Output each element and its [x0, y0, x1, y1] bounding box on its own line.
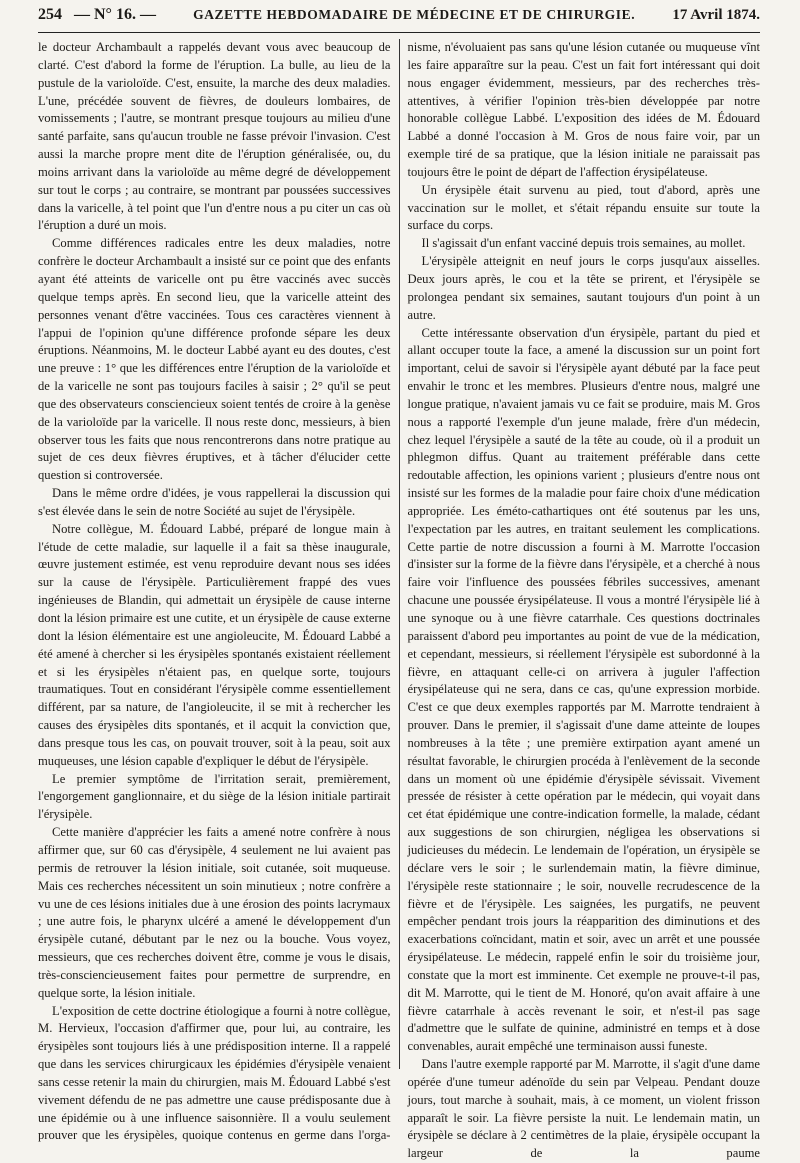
- journal-title: GAZETTE HEBDOMADAIRE DE MÉDECINE ET DE CHIRURGIE.: [193, 7, 636, 22]
- paragraph: Cette intéressante observation d'un érysipèle, partant du pied et allant occuper toute la face, a amené la discussion sur un point fort important, celui de savoir si l'érysipèle ayant débuté par la face peut envahir le tronc et les membres. Plusieurs d'entre nous, malgré une longue pratique, n'avaient jamais vu ce fait se produire, mais M. Gros nous a rapporté l'exemple d'un jeune malade, frère d'un médecin, chez lequel l'érysipèle a sauté de la tête au coude, où il a produit un phlegmon diffus. Quant au traitement préférable dans cette redoutable affection, les opinions varient ; plusieurs d'entre nous ont insisté sur les formes de la maladie pour faire choix d'une médication appropriée. Les éméto-cathartiques ont été soutenus par les uns, l'expectation par les autres, en traitant seulement les complications. Cette partie de notre discussion a fourni à M. Marrotte l'occasion d'insister sur la forme de la fièvre dans l'érysipèle, et a cherché à nous faire voir l'influence des poussées fébriles successives, amenant chacune une poussée érysipélateuse. Il vous a montré l'érysipèle lié à une synoque ou à une fièvre catarrhale. Ces questions doctrinales paraissent d'abord peu importantes au point de vue de la médication, et cependant, messieurs, si réellement l'érysipèle est subordonné à la fièvre, en attaquant celle-ci on arrivera à juguler l'affection érysipélateuse qui ne sera, dans ce cas, qu'une expression morbide. C'est ce que deux exemples rapportés par M. Marrotte tendraient à prouver. Dans le premier, il s'agissait d'une dame atteinte de loupes nombreuses à la tête ; une première extirpation ayant amené un résultat favorable, le chirurgien procéda à l'enlèvement de la seconde dans un moment où une épidémie d'érysipèle sévissait. Vivement pressée de résister à cette opération par le médecin, qui voyait dans cet état épidémique une contre-indication formelle, la malade, cédant aux suggestions de son chirurgien, négligea les observations si judicieuses du médecin. Le lendemain de l'opération, un érysipèle se déclare vers le soir ; le surlendemain matin, la fièvre diminue, l'érysipèle reste stationnaire ; le soir, nouvelle recrudescence de la fièvre et de l'érysipèle. Les saignées, les purgatifs, ne peuvent empêcher pendant trois jours la réapparition des diminutions et des exacerbations coïncidant, matin et soir, avec un arrêt et une poussée érysipélateuse. Le médecin, rappelé enfin le soir du troisième jour, constate que la mort est imminente. Cet exemple ne prouve-t-il pas, dit M. Marrotte, qui le tient de M. Honoré, qu'on avait affaire à une fièvre catarrhale à accès revenant le soir, et n'est-il pas sage d'admettre que le sulfate de quinine, administré en temps et à dose convenables, aurait empêché une terminaison aussi funeste.: [407, 325, 760, 1054]
- paragraph: Dans le même ordre d'idées, je vous rappellerai la discussion qui s'est élevée dans le sein de notre Société au sujet de l'érysipèle.: [38, 486, 391, 518]
- paragraph: Notre collègue, M. Édouard Labbé, préparé de longue main à l'étude de cette maladie, sur laquelle il a fait sa thèse inaugurale, œuvre justement estimée, est venu reproduire devant nous ses idées sur la cause de l'érysipèle. Particulièrement frappé des vues ingénieuses de Blandin, qui admettait un érysipèle de cause interne dont la lésion primaire est une cutite, et un érysipèle de cause externe dont la lésion élémentaire est une angioleucite, M. Édouard Labbé a été amené à chercher si les érysipèles spontanés existaient réellement et si les érysipèles n'étaient pas, en quelque sorte, toujours traumatiques. Tout en considérant l'érysipèle comme essentiellement différent, par sa nature, de l'angioleucite, il se mit à rechercher les causes des érysipèles dits spontanés, et il acquit la conviction que, dans presque tous les cas, on pouvait trouver, soit à la peau, soit aux muqueuses, une lésion capable d'expliquer le début de l'érysipèle.: [38, 521, 391, 768]
- paragraph: le docteur Archambault a rappelés devant vous avec beaucoup de clarté. C'est d'abord la forme de l'éruption. La bulle, au lieu de la pustule de la varioloïde. C'est, ensuite, la marche des deux maladies. L'une, précédée souvent de fièvres, de douleurs lombaires, de vomissements ; l'autre, se montrant presque toujours au milieu d'une santé parfaite, sans qu'aucun trouble ne fasse prévoir l'invasion. C'est aussi la marche propre ment dite de l'éruption généralisée, ou, du moins arrivant dans la varioloïde au même degré de développement sur tout le corps ; au contraire, se montrant par poussées successives dans la varicelle, à tel point que l'un d'entre nous a pu citer un cas où l'éruption a duré un mois.: [38, 40, 391, 233]
- paragraph: L'érysipèle atteignit en neuf jours le corps jusqu'aux aisselles. Deux jours après, le cou et la tête se prirent, et l'érysipèle se prolongea pendant six semaines, sautant toujours d'un point à un autre.: [407, 254, 760, 322]
- paragraph: Un érysipèle était survenu au pied, tout d'abord, après une vaccination sur le mollet, et s'était répandu ensuite sur toute la surface du corps.: [407, 182, 760, 233]
- page-number: 254: [38, 6, 62, 23]
- right-column: [407, 39, 761, 1161]
- header-left: [38, 6, 156, 24]
- paragraph: L'exposition de cette doctrine étiologique a fourni à notre collègue, M. Hervieux, l'occasion d'affirmer que, pour lui, au contraire, les érysipèles sont toujours liés à une prédisposition interne. Il a rappelé que dans les services chirurgicaux les épidémies d'érysipèle venaient sans cesse retenir la main du chirurgien, mais M. Édouard Labbé s'est vivement défendu de ne pas admettre une cause prédisposante due à une épidémie ou à une influence saisonnière. Il a voulu seulement prouver que les érysipèles, quoique contenus en germe dans l'orga-: [38, 1003, 391, 1143]
- paragraph: Il s'agissait d'un enfant vacciné depuis trois semaines, au mollet.: [421, 236, 746, 251]
- paragraph: Le premier symptôme de l'irritation serait, premièrement, l'engorgement ganglionnaire, et du siège de la lésion initiale partirait l'érysipèle.: [38, 771, 391, 822]
- paragraph: Cette manière d'apprécier les faits a amené notre confrère à nous affirmer que, sur 60 cas d'érysipèle, 4 seulement ne lui avaient pas permis de retrouver la lésion initiale, soit cutanée, soit muqueuse. Mais ces recherches nécessitent un soin minutieux ; notre confrère a vu une de ces lésions initiales due à une érosion des points lacrymaux ; une autre fois, le pharynx ulcéré a amené le développement d'un érysipèle cutané, débutant par le nez ou la bouche. Vous voyez, messieurs, que ces recherches doivent être, comme je vous le disais, très-consciencieusement faites pour permettre de surprendre, en quelque sorte, la lésion initiale.: [38, 825, 391, 1000]
- issue-date: 17 Avril 1874.: [672, 7, 760, 23]
- column-divider: [399, 39, 400, 1069]
- paragraph: nisme, n'évoluaient pas sans qu'une lésion cutanée ou muqueuse vînt les faire apparaître sur la peau. C'est un fait fort intéressant qui doit nous engager évidemment, messieurs, par des recherches très-attentives, à vérifier l'opinion très-bien développée par notre honorable collègue Labbé. L'exposition des idées de M. Édouard Labbé a donné l'occasion à M. Gros de nous faire voir, par un exemple tiré de sa pratique, que la lésion initiale ne paraissait pas toujours être le point de départ de l'affection érysipélateuse.: [407, 40, 760, 179]
- paragraph: Dans l'autre exemple rapporté par M. Marrotte, il s'agit d'une dame opérée d'une tumeur adénoïde du sein par Velpeau. Pendant douze jours, tout marche à souhait, mais, à ce moment, un violent frisson apparaît le soir. La fièvre persiste la nuit. Le lendemain matin, un érysipèle se déclare à 2 centimètres de la plaie, érysipèle occupant la largeur de la paume: [407, 1057, 760, 1161]
- paragraph: Comme différences radicales entre les deux maladies, notre confrère le docteur Archambault a insisté sur ce point que des enfants ayant été atteints de varicelle ont pu être vaccinés avec succès quelque temps après. En second lieu, que la varicelle atteint des personnes venant d'être vaccinées. Tous ces caractères viennent à l'appui de l'opinion qu'une différence profonde sépare les deux éruptions. Néanmoins, M. le docteur Labbé ayant eu des doutes, c'est une preuve : 1° que les différences entre l'éruption de la varioloïde et de la varicelle ne sont pas toujours faciles à saisir ; 2° qu'il se peut que des observateurs consciencieux soient tentés de croire à la genèse de la varioloïde par la varicelle. Il nous reste donc, messieurs, à bien observer tous les faits que nous rencontrerons dans notre pratique au sujet de ces deux fièvres éruptives, et à tâcher d'élucider cette question si controversée.: [38, 236, 391, 483]
- issue-number: — N° 16. —: [74, 6, 156, 23]
- left-column: [38, 39, 391, 1143]
- text-columns: [38, 39, 760, 1161]
- page-header: [38, 6, 760, 33]
